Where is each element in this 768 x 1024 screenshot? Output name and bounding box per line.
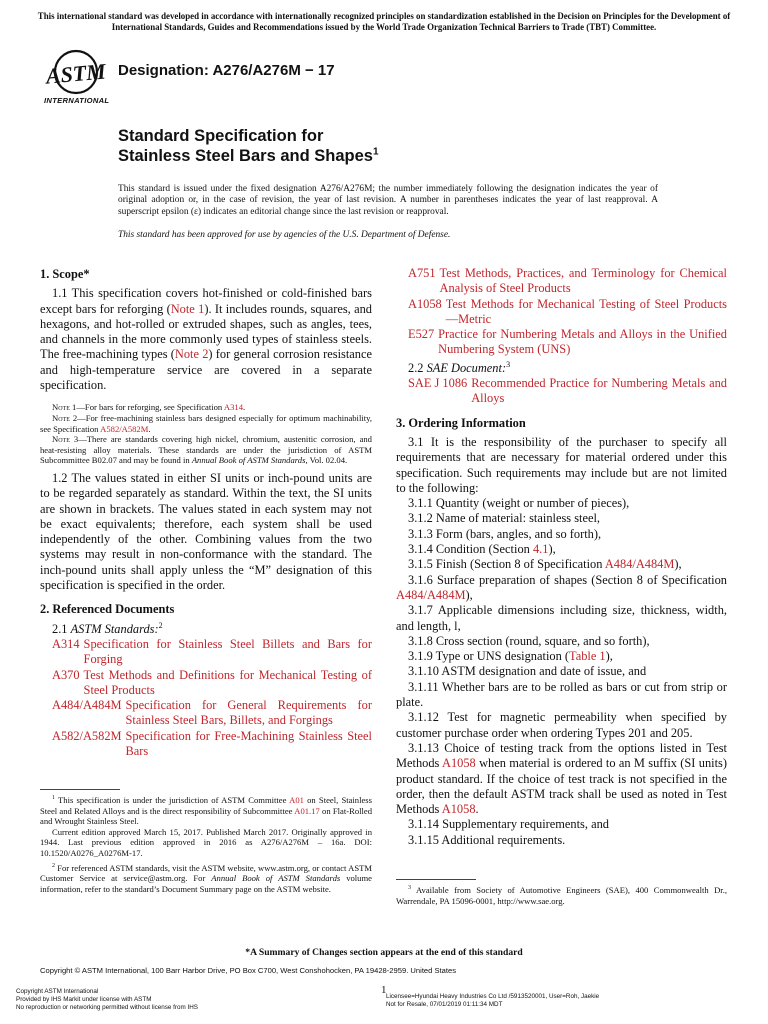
page-number: 1	[381, 984, 387, 996]
paragraph-1-2: 1.2 The values stated in either SI units or inch-pound units are to be regarded separately as standard. Within the text, the SI units are shown in brackets. The values stated in each system may not be exact equivalents; therefore, each system shall be used independently of the other. Combining values from the two systems may result in non-conformance with the standard. The inch-pound units shall apply unless the “M” designation of this specification is specified in the order.	[40, 470, 372, 593]
paragraph-3-1: 3.1 It is the responsibility of the purchaser to specify all requirements that are necessary for material ordered under this specification. Such requirements may include but are not limited to the following:	[396, 434, 727, 495]
ref-title[interactable]: Test Methods and Definitions for Mechanical Testing of Steel Products	[83, 667, 372, 697]
fn2-italic: Annual Book of ASTM Standards	[211, 873, 341, 884]
item-3-1-14: 3.1.14 Supplementary requirements, and	[408, 817, 609, 832]
item-3-1-13-text-b: when material is ordered to an M suffix (SI units) product standard. If the choice of test track is not specified in the order, then the default ASTM track shall be used as noted in Test Methods	[396, 756, 727, 817]
ref-code[interactable]: E527	[408, 327, 435, 342]
fn1-text-b: on Steel, Stainless Steel and Related Alloys and is the direct responsibility of Subcommittee	[40, 795, 372, 816]
sae-refs-list	[396, 376, 727, 407]
note-2-label: Note 2	[52, 412, 78, 423]
astm-standards-number: 2.1	[52, 621, 71, 636]
summary-note: *A Summary of Changes section appears at the end of this standard	[245, 947, 523, 958]
astm-standards-label	[40, 622, 372, 637]
ref-code[interactable]: A1058	[408, 296, 442, 311]
logo-label: INTERNATIONAL	[44, 96, 110, 105]
left-footnotes	[40, 789, 372, 894]
paragraph-1-1	[40, 286, 372, 393]
section-4-1-link[interactable]: 4.1	[532, 542, 549, 557]
ref-a370[interactable]	[52, 668, 372, 699]
title-footnote-marker: 1	[372, 146, 379, 158]
astm-refs-list-cont	[396, 266, 727, 358]
sae-document-label	[396, 361, 727, 376]
note-1-text: —For bars for reforging, see Specification	[76, 402, 224, 413]
note-1-label: Note 1	[52, 402, 77, 413]
ref-code[interactable]: A582/A582M	[52, 728, 122, 743]
left-column	[40, 267, 372, 759]
item-3-1-13	[396, 741, 727, 817]
ref-e527[interactable]	[408, 327, 727, 358]
designation: Designation: A276/A276M − 17	[118, 62, 335, 79]
ref-title[interactable]: Specification for Stainless Steel Billets and Bars for Forging	[83, 636, 372, 667]
footnote-rule	[40, 789, 120, 790]
refdocs-heading: 2. Referenced Documents	[40, 602, 175, 617]
license-right-line: Not for Resale, 07/01/2019 01:11:34 MDT	[386, 1001, 503, 1008]
sae-text: SAE Document:	[426, 360, 507, 375]
item-3-1-6	[396, 573, 727, 604]
license-right	[386, 993, 599, 1009]
item-3-1-5	[396, 557, 727, 572]
sae-number: 2.2	[408, 360, 427, 375]
ref-code[interactable]: A751	[408, 266, 436, 280]
item-3-1-9-end: ),	[605, 649, 613, 664]
scope-heading: 1. Scope*	[40, 267, 90, 281]
fn1-text-c: on Flat-Rolled and Wrought Stainless Steel.	[40, 805, 372, 827]
note-3-text: —There are standards covering high nickel, chromium, austenitic corrosion, and heat-resisting alloy materials. These standards are under the jurisdiction of ASTM Subcommittee B02.07 and may be found in	[40, 434, 372, 466]
a1058-link[interactable]: A1058	[442, 756, 476, 771]
title-text: Stainless Steel Bars and Shapes	[118, 147, 373, 165]
fn2-text-a: For referenced ASTM standards, visit the ASTM website, www.astm.org, or contact ASTM Customer Service at service@astm.org. For	[40, 862, 373, 884]
ref-a751[interactable]	[408, 266, 727, 297]
right-footnotes	[396, 879, 727, 906]
note-1-ref[interactable]: A314	[223, 402, 244, 413]
footnote-3: $^3$ Available from Society of Automotive Engineers (SAE), 400 Commonwealth Dr., Warrendale, PA 15096-0001, http://www.sae.org.	[396, 885, 727, 906]
sae-sup: 3	[506, 359, 511, 369]
fn1-text-a: This specification is under the jurisdiction of ASTM Committee	[58, 795, 290, 805]
astm-refs-list	[40, 637, 372, 759]
item-3-1-9-text: 3.1.9 Type or UNS designation (	[408, 649, 569, 664]
ref-code[interactable]: A370	[52, 667, 80, 682]
ref-code[interactable]: A484/A484M	[52, 698, 122, 713]
license-left	[16, 988, 198, 1012]
item-3-1-4-end: ),	[548, 542, 556, 557]
ref-code[interactable]: A314	[52, 636, 80, 651]
footnote-rule	[396, 879, 476, 880]
p1-1-text-a: 1.1 This specification covers hot-finished or cold-finished bars except bars for reforging (	[40, 286, 372, 316]
ref-a314[interactable]	[52, 637, 372, 668]
fn1-ref-a01[interactable]: A01	[289, 795, 304, 805]
item-3-1-5-end: ),	[674, 557, 682, 572]
footnote-2: $^2$ For referenced ASTM standards, visit the ASTM website, www.astm.org, or contact ASTM Customer Service at service@astm.org. For Annual Book of ASTM Standards volume information, refer to the standard’s Document Summary page on the ASTM website.	[40, 862, 373, 894]
item-3-1-11: 3.1.11 Whether bars are to be rolled as bars or cut from strip or plate.	[396, 679, 727, 710]
note-3	[40, 434, 372, 466]
item-3-1-6-end: ),	[465, 587, 473, 602]
a1058-link[interactable]: A1058	[441, 802, 476, 817]
title-line-1: Standard Specification for	[118, 127, 324, 145]
right-column	[396, 266, 727, 848]
ref-title[interactable]: Practice for Numbering Metals and Alloys in the Unified Numbering System (UNS)	[438, 327, 727, 357]
fn3-text: Available from Society of Automotive Engineers (SAE), 400 Commonwealth Dr., Warrendale, PA 15096-0001, http://www.sae.org.	[396, 885, 727, 906]
p1-1-text-c: ) for general corrosion resistance and high-temperature service are covered in a separate specification.	[40, 347, 372, 393]
ref-title[interactable]: Test Methods for Mechanical Testing of Steel Products—Metric	[445, 296, 727, 326]
note-2-link[interactable]: Note 2	[174, 347, 209, 362]
item-3-1-15: 3.1.15 Additional requirements.	[408, 832, 566, 847]
ref-sae-j1086[interactable]	[408, 376, 727, 407]
ref-code[interactable]: SAE J 1086	[408, 376, 468, 391]
astm-logo	[40, 48, 112, 108]
item-3-1-9	[396, 649, 727, 664]
p1-1-text-b: ). It includes rounds, squares, and hexagons, and hot-rolled or extruded shapes, such as angles, tees, and channels in the more commonly used types of stainless steels. The free-machining types (	[40, 301, 372, 362]
footnote-1: $^1$ This specification is under the jurisdiction of ASTM Committee A01 on Steel, Stainless Steel and Related Alloys and is the direct responsibility of Subcommittee A01.17 on Flat-Rolled and Wrought Stainless Steel.	[40, 795, 372, 827]
table-1-link[interactable]: Table 1	[569, 649, 606, 664]
ref-a582[interactable]	[52, 729, 372, 760]
license-left-line: Provided by IHS Markit under license with ASTM	[16, 996, 152, 1003]
logo-letters: ASTM	[44, 58, 107, 89]
dod-note: This standard has been approved for use by agencies of the U.S. Department of Defense.	[118, 230, 451, 240]
item-3-1-1: 3.1.1 Quantity (weight or number of pieces),	[408, 496, 630, 511]
astm-standards-sup: 2	[158, 620, 163, 630]
item-3-1-6-text: 3.1.6 Surface preparation of shapes (Section 8 of Specification	[408, 572, 727, 587]
note-2-ref[interactable]: A582/A582M	[100, 423, 149, 434]
header-notice: This international standard was developed in accordance with internationally recognized principles on standardization established in the Decision on Principles for the Development of International Standards, Guides and Recommendations issued by the World Trade Organization Technical Barriers to Trade (TBT) Committee.	[37, 11, 731, 32]
note-2: Note 2—For free-machining stainless bars designed especially for optimum machinability, see Specification A582/A582M.	[40, 412, 372, 434]
license-left-line: Copyright ASTM International	[16, 988, 99, 995]
license-left-line: No reproduction or networking permitted without license from IHS	[16, 1004, 198, 1011]
a484-link[interactable]: A484/A484M	[396, 587, 466, 602]
note-3-label: Note 3	[52, 434, 79, 445]
title-line-2	[118, 147, 379, 166]
item-3-1-5-text: 3.1.5 Finish (Section 8 of Specification	[408, 557, 605, 572]
item-3-1-13-end: .	[475, 802, 479, 817]
item-3-1-2: 3.1.2 Name of material: stainless steel,	[408, 511, 601, 526]
ref-a484[interactable]	[52, 698, 372, 729]
footnote-1-edition: Current edition approved March 15, 2017. Published March 2017. Originally approved in 1944. Last previous edition approved in 2016 as A276/A276M – 16a. DOI: 10.1520/A0276_A0276M-17.	[40, 826, 372, 858]
ordering-heading: 3. Ordering Information	[396, 415, 526, 430]
note-2-text: —For free-machining stainless bars designed especially for optimum machinability, see Specification	[40, 412, 372, 434]
item-3-1-7: 3.1.7 Applicable dimensions including size, thickness, width, and length, l,	[396, 603, 727, 633]
ref-title[interactable]: Recommended Practice for Numbering Metals and Alloys	[471, 376, 727, 406]
item-3-1-12: 3.1.12 Test for magnetic permeability when specified by customer purchase order when ordering Types 201 and 205.	[396, 710, 727, 740]
note-3-italic: Annual Book of ASTM Standards	[191, 455, 306, 466]
copyright-line: Copyright © ASTM International, 100 Barr Harbor Drive, PO Box C700, West Conshohocken, PA 19428-2959. United States	[40, 966, 457, 975]
fn1-ref-a0117[interactable]: A01.17	[294, 805, 320, 816]
a484-link[interactable]: A484/A484M	[604, 557, 675, 572]
item-3-1-4-text: 3.1.4 Condition (Section	[408, 542, 533, 557]
ref-title[interactable]: Specification for General Requirements for Stainless Steel Bars, Billets, and Forgings	[125, 698, 372, 728]
item-3-1-8: 3.1.8 Cross section (round, square, and so forth),	[408, 633, 650, 648]
note-3-end: , Vol. 02.04.	[305, 455, 348, 466]
note-1-link[interactable]: Note 1	[170, 301, 205, 316]
note-1: Note 1—For bars for reforging, see Specification A314.	[52, 402, 246, 413]
license-right-line: Licensee=Hyundai Heavy Industries Co Ltd /5913520001, User=Roh, Jaekie	[386, 993, 600, 1000]
item-3-1-4	[396, 542, 727, 557]
ref-title[interactable]: Specification for Free-Machining Stainless Steel Bars	[125, 728, 372, 758]
item-3-1-10: 3.1.10 ASTM designation and date of issue, and	[408, 664, 647, 679]
astm-standards-text: ASTM Standards:	[70, 621, 159, 636]
fn2-text-b: volume information, refer to the standard’s Document Summary page on the ASTM website.	[40, 873, 372, 894]
ref-title[interactable]: Test Methods, Practices, and Terminology for Chemical Analysis of Steel Products	[439, 266, 727, 296]
item-3-1-3: 3.1.3 Form (bars, angles, and so forth),	[408, 526, 602, 541]
intro-paragraph: This standard is issued under the fixed designation A276/A276M; the number immediately following the designation indicates the year of original adoption or, in the case of revision, the year of last revision. A number in parentheses indicates the year of last reapproval. A superscript epsilon (ε) indicates an editorial change since the last revision or reapproval.	[118, 184, 658, 217]
ref-a1058[interactable]	[408, 297, 727, 328]
item-3-1-13-text-a: 3.1.13 Choice of testing track from the options listed in Test Methods	[396, 740, 727, 771]
